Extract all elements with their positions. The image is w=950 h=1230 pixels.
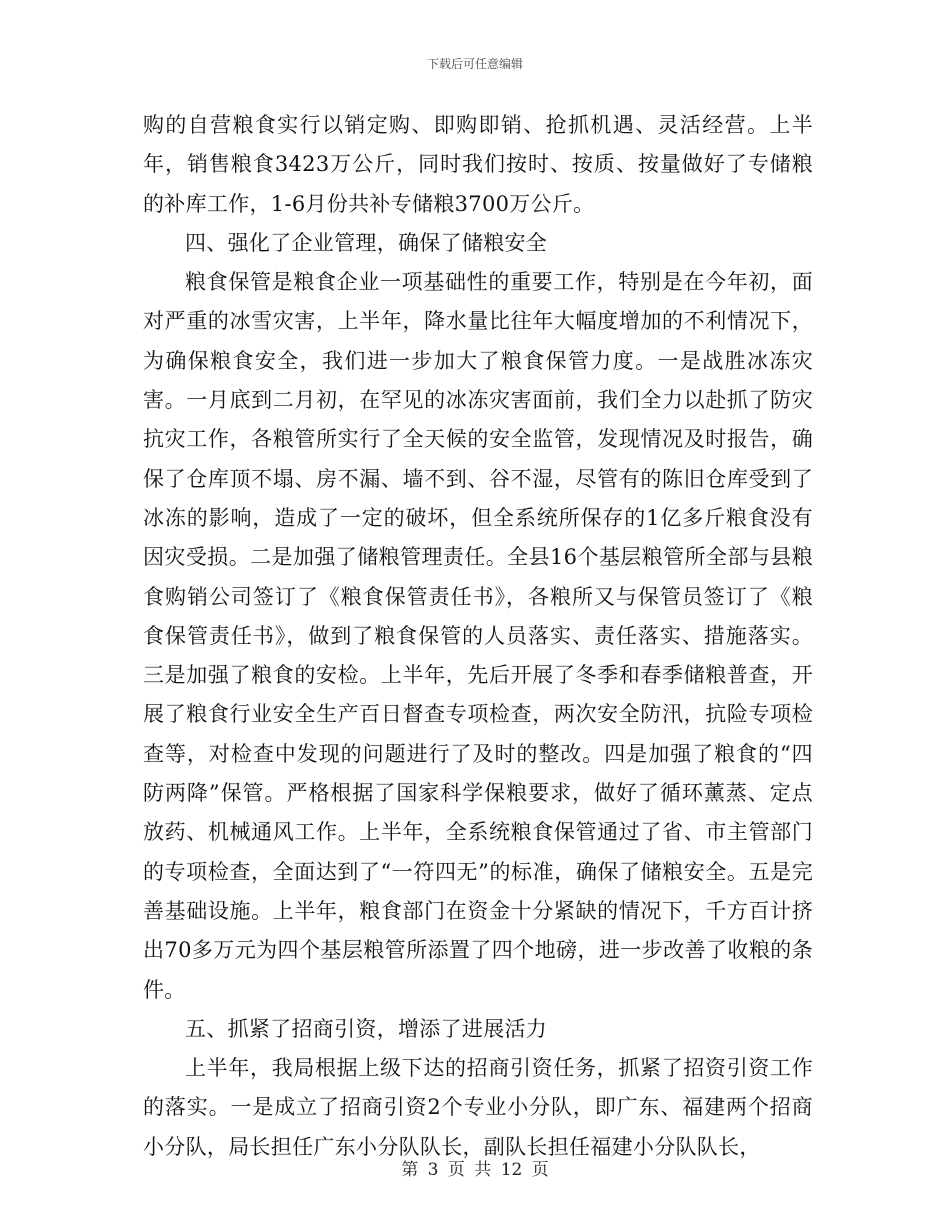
page-header: 下载后可任意编辑 [426, 57, 523, 71]
section-heading-4: 四、强化了企业管理，确保了储粮安全 [185, 230, 548, 255]
paragraph-continued: 购的自营粮食实行以销定购、即购即销、抢抓机遇、灵活经营。上半年，销售粮食3423万公斤，同时我们按时、按质、按量做好了专储粮的补库工作，1-6月份共补专储粮3700万公斤。 [143, 113, 813, 216]
section-heading-5: 五、抓紧了招商引资，增添了进展活力 [185, 1016, 548, 1041]
document-body [143, 106, 813, 1167]
page-footer: 第 3 页 共 12 页 [401, 1160, 549, 1180]
paragraph-grain-storage: 粮食保管是粮食企业一项基础性的重要工作，特别是在今年初，面对严重的冰雪灾害，上半年，降水量比往年大幅度增加的不利情况下，为确保粮食安全，我们进一步加大了粮食保管力度。一是战胜冰冻灾害。一月底到二月初，在罕见的冰冻灾害面前，我们全力以赴抓了防灾抗灾工作，各粮管所实行了全天候的安全监管，发现情况及时报告，确保了仓库顶不塌、房不漏、墙不到、谷不湿，尽管有的陈旧仓库受到了冰冻的影响，造成了一定的破坏，但全系统所保存的1亿多斤粮食没有因灾受损。二是加强了储粮管理责任。全县16个基层粮管所全部与县粮食购销公司签订了《粮食保管责任书》，各粮所又与保管员签订了《粮食保管责任书》，做到了粮食保管的人员落实、责任落实、措施落实。三是加强了粮食的安检。上半年，先后开展了冬季和春季储粮普查，开展了粮食行业安全生产百日督查专项检查，两次安全防汛，抗险专项检查等，对检查中发现的问题进行了及时的整改。四是加强了粮食的“四防两降”保管。严格根据了国家科学保粮要求，做好了循环薰蒸、定点放药、机械通风工作。上半年，全系统粮食保管通过了省、市主管部门的专项检查，全面达到了“一符四无”的标准，确保了储粮安全。五是完善基础设施。上半年，粮食部门在资金十分紧缺的情况下，千方百计挤出70多万元为四个基层粮管所添置了四个地磅，进一步改善了收粮的条件。 [143, 270, 813, 1002]
paragraph-investment: 上半年，我局根据上级下达的招商引资任务，抓紧了招资引资工作的落实。一是成立了招商引资2个专业小分队，即广东、福建两个招商小分队，局长担任广东小分队队长，副队长担任福建小分队队长， [143, 1056, 813, 1159]
